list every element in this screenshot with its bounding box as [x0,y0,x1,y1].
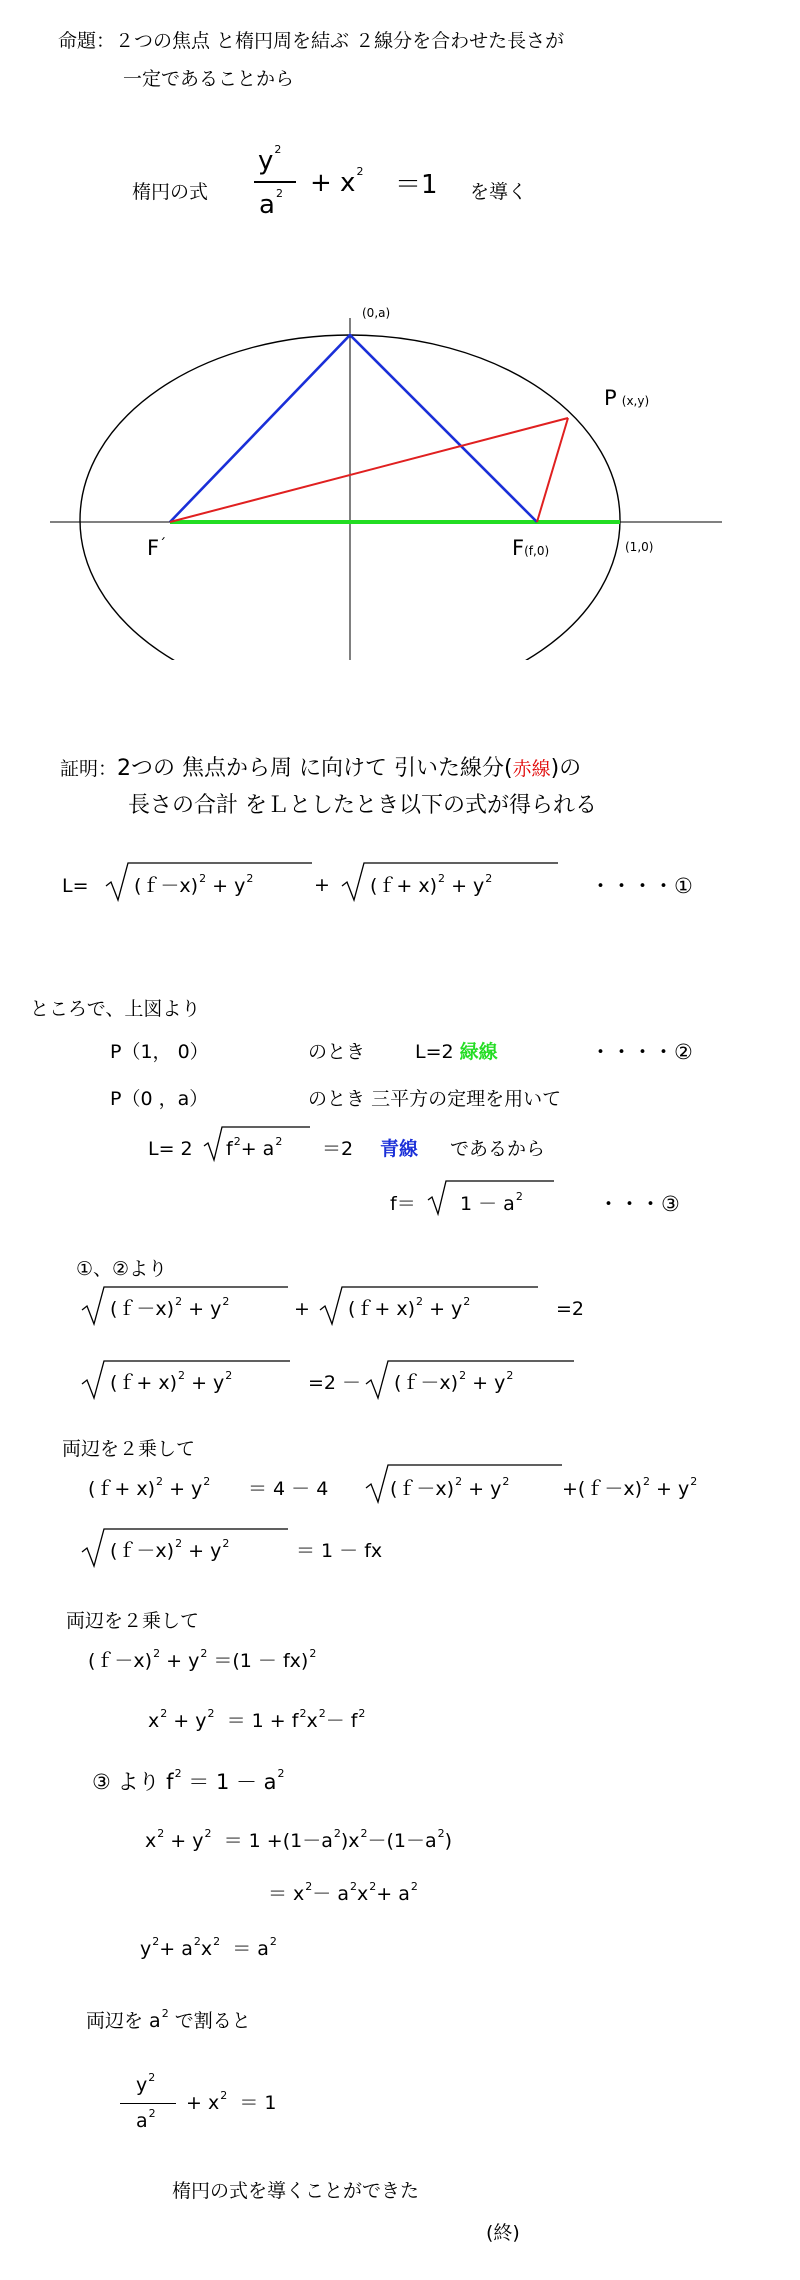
s9-c: x [356,1883,369,1905]
sup: 2 [161,2007,169,2020]
sup: 2 [222,1295,230,1308]
s2-r1: (ｆ+ x) [110,1372,178,1394]
f-eq-lhs: f＝ [390,1193,416,1215]
s3-d: +(ｆ－x) [562,1478,642,1500]
eq1-rad1b: + y [212,875,246,897]
s8-f: ) [444,1830,453,1852]
sup: 2 [438,872,446,885]
red-line-fprime-p [170,418,568,522]
final-den: a [136,2110,148,2132]
proposition-line2: 一定であることから [123,68,295,90]
s8-c: ＝ 1 +(1－a [223,1830,333,1852]
sup: 2 [463,1295,471,1308]
s5-c: ＝(1 － fx) [213,1650,309,1672]
eq1-lhs: L= [62,875,89,897]
eq1-rad1: (ｆ－x) [134,875,199,897]
s1-rhs: =2 [556,1298,585,1320]
square1: 両辺を２乗して [62,1438,196,1460]
s3-b: + y [169,1478,203,1500]
sup: 2 [309,1647,317,1660]
s2-r2b: + y [472,1372,506,1394]
s1-r2: (ｆ+ x) [348,1298,416,1320]
eq1-tag: ・・・・① [590,874,693,898]
eq1-plus: + [314,874,330,896]
s3-rad: (ｆ－x) [390,1478,455,1500]
s1-r1b: + y [188,1298,222,1320]
final-fraction-bar [120,2103,176,2104]
s4-rad: (ｆ－x) [110,1540,175,1562]
case1-tag: ・・・・② [590,1040,693,1064]
s6-c: ＝ 1 + f [226,1710,299,1732]
s9-b: － a [312,1883,349,1905]
sup: 2 [193,1935,201,1948]
case1-p: P（1， 0） [110,1041,209,1063]
s8-b: + y [170,1830,204,1852]
sup: 2 [277,1767,285,1780]
final-eq: ＝ 1 [239,2092,277,2114]
s6-b: + y [173,1710,207,1732]
sup: 2 [222,1537,230,1550]
sup: 2 [233,1135,241,1148]
sup: 2 [178,1369,186,1382]
sup: 2 [156,1475,164,1488]
case1-when: のとき [308,1041,366,1063]
s2-r2: (ｆ－x) [394,1372,459,1394]
conclusion: 楕円の式を導くことができた [172,2180,420,2202]
f-eq-tag: ・・・③ [598,1192,680,1216]
s6-e: － f [325,1710,358,1732]
s3-e: + y [656,1478,690,1500]
sup: 2 [200,1647,208,1660]
proof-line1-a: 2つの 焦点から周 に向けて 引いた線分( [117,756,513,781]
s1-plus: + [294,1298,310,1320]
sup: 2 [358,1707,366,1720]
sup: 2 [246,872,254,885]
sup: 2 [160,1707,168,1720]
proposition-line1: ２つの焦点 と楕円周を結ぶ ２線分を合わせた長さが [115,30,565,52]
case1-eq: L=2 [415,1041,454,1063]
label-f: F [512,536,525,560]
final-num: y [136,2074,148,2096]
sup: 2 [203,1475,211,1488]
sup: 2 [690,1475,698,1488]
sup: 2 [455,1475,463,1488]
plus-x: + x [310,168,356,198]
s1-r1: (ｆ－x) [110,1298,175,1320]
divide-b: で割ると [174,2010,251,2032]
s9-d: + a [376,1883,410,1905]
sup: 2 [643,1475,650,1488]
sup: 2 [299,1707,307,1720]
sup: 2 [349,1880,357,1893]
sup: 2 [204,1827,212,1840]
sup: 2 [213,1935,221,1948]
label-right: (1,0) [625,540,654,554]
sup: 2 [157,1827,165,1840]
s6-d: x [306,1710,318,1732]
case2-when: のとき [308,1088,366,1110]
sup: 2 [502,1475,510,1488]
sup: 2 [356,165,364,178]
label-top: (0,a) [362,306,391,320]
s10-d: ＝ a [232,1938,269,1960]
divide-a: 両辺を a [86,2010,161,2032]
sup: 2 [153,1647,161,1660]
s7-a: ③ より f [92,1770,174,1794]
blue-lines [170,335,537,522]
s8-e: －(1－a [367,1830,437,1852]
case2-rest: 三平方の定理を用いて [371,1088,562,1110]
s8-d: )x [340,1830,360,1852]
sup: 2 [318,1707,326,1720]
label-f-coord: (f,0) [524,544,550,558]
sup: 2 [225,1369,233,1382]
sup: 2 [333,1827,341,1840]
fraction-bar [254,181,296,183]
proposition-label: 命題： [58,30,116,52]
sup: 2 [174,1767,182,1780]
sup: 2 [485,872,493,885]
proof-line2: 長さの合計 をＬとしたとき以下の式が得られる [128,793,597,818]
sup: 2 [175,1537,183,1550]
tokoro: ところで、上図より [30,998,201,1020]
s3-a: (ｆ+ x) [88,1478,156,1500]
label-f-prime: F [147,536,160,560]
case2-rad-f: f [226,1138,233,1160]
label-f-prime-mark: ´ [159,537,167,553]
sup: 2 [148,2107,156,2120]
sup: 2 [410,1880,418,1893]
fraction-num-y: y [258,146,274,176]
s8-a: x [145,1830,157,1852]
sup: 2 [269,1935,277,1948]
sup: 2 [416,1295,424,1308]
sup: 2 [148,2071,156,2084]
s3-radb: + y [468,1478,502,1500]
sup: 2 [437,1827,445,1840]
s3-c: ＝ 4 － 4 [248,1478,329,1500]
proof-label: 証明： [60,758,118,780]
s10-c: x [200,1938,213,1960]
sup: 2 [459,1369,467,1382]
case2-rest2: であるから [450,1138,546,1160]
derive-prefix: 楕円の式 [132,181,209,203]
from12: ①、②より [76,1258,168,1280]
sup: 2 [175,1295,183,1308]
square2: 両辺を２乗して [66,1610,200,1632]
case2-eq-lhs: L= 2 [148,1138,193,1160]
sup: 2 [515,1190,523,1203]
proof-red-label: 赤線 [512,758,551,780]
label-p-coord: (x,y) [621,394,650,408]
end-mark: (終) [486,2222,520,2244]
s10-b: + a [159,1938,193,1960]
sup: 2 [275,187,283,200]
eq1-rad2: (ｆ+ x) [370,875,438,897]
s2-mid: =2 － [308,1372,362,1394]
s4-radb: + y [188,1540,222,1562]
sup: 2 [220,2089,228,2102]
s6-a: x [148,1710,160,1732]
f-eq-rad: 1 － a [460,1193,515,1215]
sup: 2 [369,1880,377,1893]
eq1-rad2b: + y [451,875,485,897]
sup: 2 [360,1827,368,1840]
sup: 2 [152,1935,160,1948]
case2-rad-a: + a [240,1138,275,1160]
final-rest: + x [186,2092,220,2114]
s2-r1b: + y [191,1372,225,1394]
s1-r2b: + y [429,1298,463,1320]
derive-suffix: を導く [470,181,528,203]
case1-green: 緑線 [459,1041,498,1063]
s5-b: + y [166,1650,200,1672]
sup: 2 [207,1707,215,1720]
equals-one: ＝1 [395,170,438,200]
proof-line1-b: )の [550,756,582,781]
ellipse-diagram [0,280,800,660]
sup: 2 [305,1880,313,1893]
s9-a: ＝ x [268,1883,305,1905]
label-p: P [604,386,617,410]
sup: 2 [274,143,282,156]
case2-mid: ＝2 [322,1138,354,1160]
s5-a: (ｆ－x) [88,1650,153,1672]
red-line-f-p [537,418,568,522]
case2-p: P（0 ，a） [110,1088,209,1110]
s4-rhs: ＝ 1 － fx [296,1540,383,1562]
s10-a: y [140,1938,152,1960]
fraction-den-a: a [259,190,275,220]
sup: 2 [199,872,207,885]
s7-b: ＝ 1 － a [188,1770,277,1794]
case2-blue: 青線 [380,1138,419,1160]
sup: 2 [506,1369,514,1382]
sup: 2 [275,1135,283,1148]
